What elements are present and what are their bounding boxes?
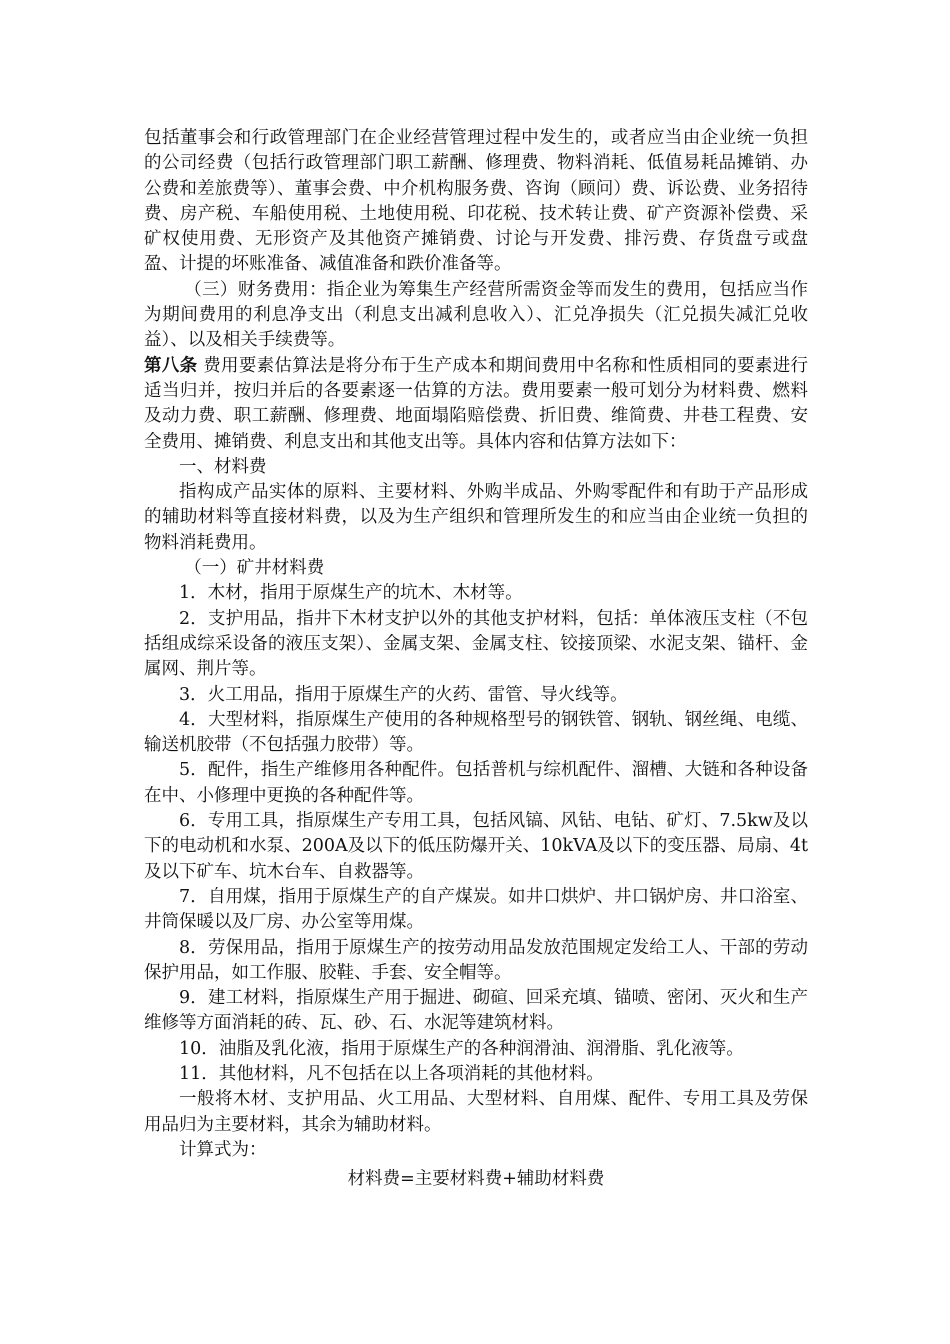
- section-heading-material-cost: 一、材料费: [179, 456, 267, 477]
- list-item-parts: 5．配件，指生产维修用各种配件。包括普机与综机配件、溜槽、大链和各种设备在中、小修理中更换的各种配件等。: [144, 760, 808, 806]
- formula-material-cost: 材料费=主要材料费+辅助材料费: [347, 1169, 605, 1190]
- list-item-labor-protection: 8．劳保用品，指用于原煤生产的按劳动用品发放范围规定发给工人、干部的劳动保护用品，如工作服、胶鞋、手套、安全帽等。: [144, 937, 808, 983]
- paragraph-article-8: [144, 354, 808, 455]
- list-item-own-coal: 7．自用煤，指用于原煤生产的自产煤炭。如井口烘炉、井口锅炉房、井口浴室、井筒保暖以及厂房、办公室等用煤。: [144, 886, 808, 933]
- list-item-construction-materials: 9．建工材料，指原煤生产用于掘进、砌碹、回采充填、锚喷、密闭、灭火和生产维修等方面消耗的砖、瓦、砂、石、水泥等建筑材料。: [144, 988, 808, 1034]
- paragraph-material-definition: 指构成产品实体的原料、主要材料、外购半成品、外购零配件和有助于产品形成的辅助材料等直接材料费，以及为生产组织和管理所发生的和应当由企业统一负担的物料消耗费用。: [144, 482, 808, 553]
- list-item-lubricants: 10．油脂及乳化液，指用于原煤生产的各种润滑油、润滑脂、乳化液等。: [179, 1038, 744, 1059]
- subsection-heading-mine-material: （一）矿井材料费: [184, 558, 325, 579]
- list-item-special-tools: 6．专用工具，指原煤生产专用工具，包括风镐、风钻、电钻、矿灯、7.5kw及以下的电动机和水泵、200A及以下的低压防爆开关、10kVA及以下的变压器、局扇、4t及以下矿车、坑木台车、自救器等。: [144, 811, 808, 882]
- paragraph-financial-expenses: （三）财务费用：指企业为筹集生产经营所需资金等而发生的费用，包括应当作为期间费用的利息净支出（利息支出减利息收入）、汇兑净损失（汇兑损失减汇兑收益）、以及相关手续费等。: [144, 279, 808, 351]
- list-item-timber: 1．木材，指用于原煤生产的坑木、木材等。: [179, 583, 523, 604]
- formula-intro: 计算式为：: [179, 1139, 267, 1160]
- article-body: 费用要素估算法是将分布于生产成本和期间费用中名称和性质相同的要素进行适当归并，按归并后的各要素逐一估算的方法。费用要素一般可划分为材料费、燃料及动力费、职工薪酬、修理费、地面塌陷赔偿费、折旧费、维简费、井巷工程费、安全费用、摊销费、利息支出和其他支出等。具体内容和估算方法如下：: [144, 355, 809, 452]
- list-item-other-materials: 11．其他材料，凡不包括在以上各项消耗的其他材料。: [179, 1063, 604, 1084]
- list-item-support: 2．支护用品，指井下木材支护以外的其他支护材料，包括：单体液压支柱（不包括组成综采设备的液压支架）、金属支架、金属支柱、铰接顶梁、水泥支架、锚杆、金属网、荆片等。: [144, 608, 808, 680]
- document-page: [144, 126, 808, 1192]
- paragraph-main-vs-auxiliary: 一般将木材、支护用品、火工用品、大型材料、自用煤、配件、专用工具及劳保用品归为主要材料，其余为辅助材料。: [144, 1089, 808, 1135]
- list-item-large-materials: 4．大型材料，指原煤生产使用的各种规格型号的钢铁管、钢轨、钢丝绳、电缆、输送机胶带（不包括强力胶带）等。: [144, 709, 808, 756]
- paragraph-admin-expenses: 包括董事会和行政管理部门在企业经营管理过程中发生的，或者应当由企业统一负担的公司经费（包括行政管理部门职工薪酬、修理费、物料消耗、低值易耗品摊销、办公费和差旅费等）、董事会费、中介机构服务费、咨询（顾问）费、诉讼费、业务招待费、房产税、车船使用税、土地使用税、印花税、技术转让费、矿产资源补偿费、采矿权使用费、无形资产及其他资产摊销费、讨论与开发费、排污费、存货盘亏或盘盈、计提的坏账准备、减值准备和跌价准备等。: [144, 128, 808, 275]
- article-heading: 第八条: [144, 355, 198, 376]
- list-item-explosives: 3．火工用品，指用于原煤生产的火药、雷管、导火线等。: [179, 684, 628, 705]
